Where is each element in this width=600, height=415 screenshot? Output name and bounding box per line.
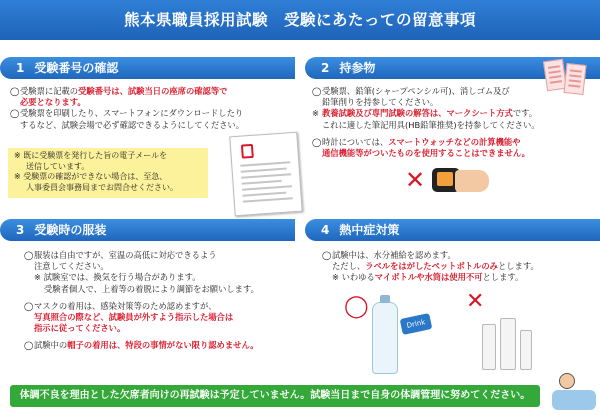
note-mark: ※: [34, 272, 41, 283]
section-4-number: 4: [321, 223, 330, 237]
prohibited-x-icon: ✕: [405, 166, 426, 194]
my-bottle-icon: [482, 324, 496, 370]
wrist-illustration: [455, 170, 489, 192]
section-2-body: [312, 86, 600, 159]
tumbler-icon: [520, 330, 532, 370]
footer-banner: 体調不良を理由とした欠席者向けの再試験は予定していません。試験当日まで自身の体調管理に努めてください。: [10, 385, 540, 407]
futon-illustration: [552, 390, 596, 410]
note-mark: ※: [332, 272, 339, 283]
section-3-heading: [0, 219, 295, 241]
s4-text: いわゆる: [341, 272, 375, 283]
bullet-mark: ◯: [312, 136, 322, 147]
page-title: 熊本県職員採用試験 受験にあたっての留意事項: [0, 0, 600, 40]
allowed-circle-icon: ◯: [344, 294, 369, 319]
s3-red-text: 帽子の着用は、特段の事情がない限り認めません。: [67, 340, 259, 351]
s3-red-text: 写真照合の際など、試験員が外すよう指示した場合は: [34, 312, 234, 323]
admission-ticket-illustration: [229, 132, 302, 217]
section-4-heading: [305, 219, 600, 241]
s2-red-text: 通信機能等がついたものを使用することはできません。: [322, 148, 530, 159]
bullet-mark: ◯: [24, 340, 34, 351]
s3-text: 受験者個人で、上着等の着脱により調節をお願いします。: [44, 283, 259, 294]
s2-text: 時計については、: [322, 136, 389, 147]
note-text: 送信しています。: [26, 161, 90, 171]
section-1-title: 受験番号の確認: [34, 61, 119, 75]
bullet-mark: ◯: [24, 250, 34, 260]
s3-text: 服装は自由ですが、室温の高低に対応できるよう: [34, 250, 217, 260]
section-4-title: 熱中症対策: [339, 223, 400, 237]
removed-label-icon: Drink: [400, 313, 433, 335]
s1-text: 受験票に記載の: [20, 86, 79, 96]
s4-text: 試験中は、水分補給を認めます。: [332, 250, 456, 260]
bullet-mark: ◯: [322, 250, 332, 260]
section-3-body: [24, 250, 300, 352]
prohibited-x-icon: ✕: [466, 289, 485, 314]
bullet-mark: ◯: [10, 86, 20, 96]
s3-text: 試験中の: [34, 340, 68, 351]
s1-text: するなど、試験会場で必ず確認できるようにしてください。: [20, 119, 245, 130]
s4-red-text: マイボトルや水筒は使用不可: [374, 272, 483, 283]
s2-text: これに適した筆記用具(HB鉛筆推奨)を持参してください。: [322, 119, 540, 130]
s4-text: ただし、: [332, 261, 366, 272]
note-box: [8, 148, 208, 198]
note-mark: ※: [14, 151, 21, 160]
pet-bottle-icon: [372, 302, 398, 374]
note-mark: ※: [312, 108, 319, 119]
s1-text: 受験票を印刷したり、スマートフォンにダウンロードしたり: [20, 108, 244, 119]
s3-red-text: 指示に従ってください。: [34, 323, 126, 334]
s1-red-text: 必要となります。: [20, 97, 86, 108]
s3-text: 注意してください。: [34, 261, 109, 272]
s2-red-text: 教養試験及び専門試験の解答は、マークシート方式: [322, 108, 513, 119]
s2-text: です。: [512, 108, 538, 119]
s2-text: 鉛筆削りを持参してください。: [322, 97, 439, 108]
bottle-cap-icon: [380, 295, 390, 303]
section-1-number: 1: [16, 61, 25, 75]
note-text: 既に受験票を発行した旨の電子メールを: [23, 151, 168, 160]
sick-person-icon: [559, 373, 575, 389]
s1-red-text: 受験番号は、試験当日の座席の確認等で: [78, 86, 228, 96]
note-text: 人事委員会事務局までお問合せください。: [26, 182, 178, 192]
s3-text: マスクの着用は、感染対策等のため認めますが、: [34, 300, 217, 311]
bullet-mark: ◯: [10, 108, 20, 119]
section-2-number: 2: [321, 61, 330, 75]
seal-icon: [241, 144, 254, 159]
s3-text: 試験室では、換気を行う場合があります。: [43, 272, 201, 283]
section-3-title: 受験時の服装: [34, 223, 107, 237]
section-1-body: [10, 86, 295, 131]
water-flask-icon: [500, 318, 516, 370]
bullet-mark: ◯: [312, 86, 322, 96]
s2-text: 受験票、鉛筆(シャープペンシル可)、消しゴム及び: [322, 86, 510, 96]
s4-text: とします。: [497, 261, 539, 272]
s2-red-text: スマートウォッチなどの計算機能や: [388, 136, 521, 147]
s4-text: とします。: [482, 272, 524, 283]
note-text: 受験票の確認ができない場合は、至急、: [23, 172, 168, 181]
note-mark: ※: [14, 172, 21, 181]
section-2-title: 持参物: [339, 61, 376, 75]
bullet-mark: ◯: [24, 300, 34, 311]
s4-red-text: ラベルをはがしたペットボトルのみ: [365, 261, 498, 272]
section-4-body: [322, 250, 600, 284]
section-1-heading: [0, 57, 295, 79]
section-3-number: 3: [16, 223, 25, 237]
